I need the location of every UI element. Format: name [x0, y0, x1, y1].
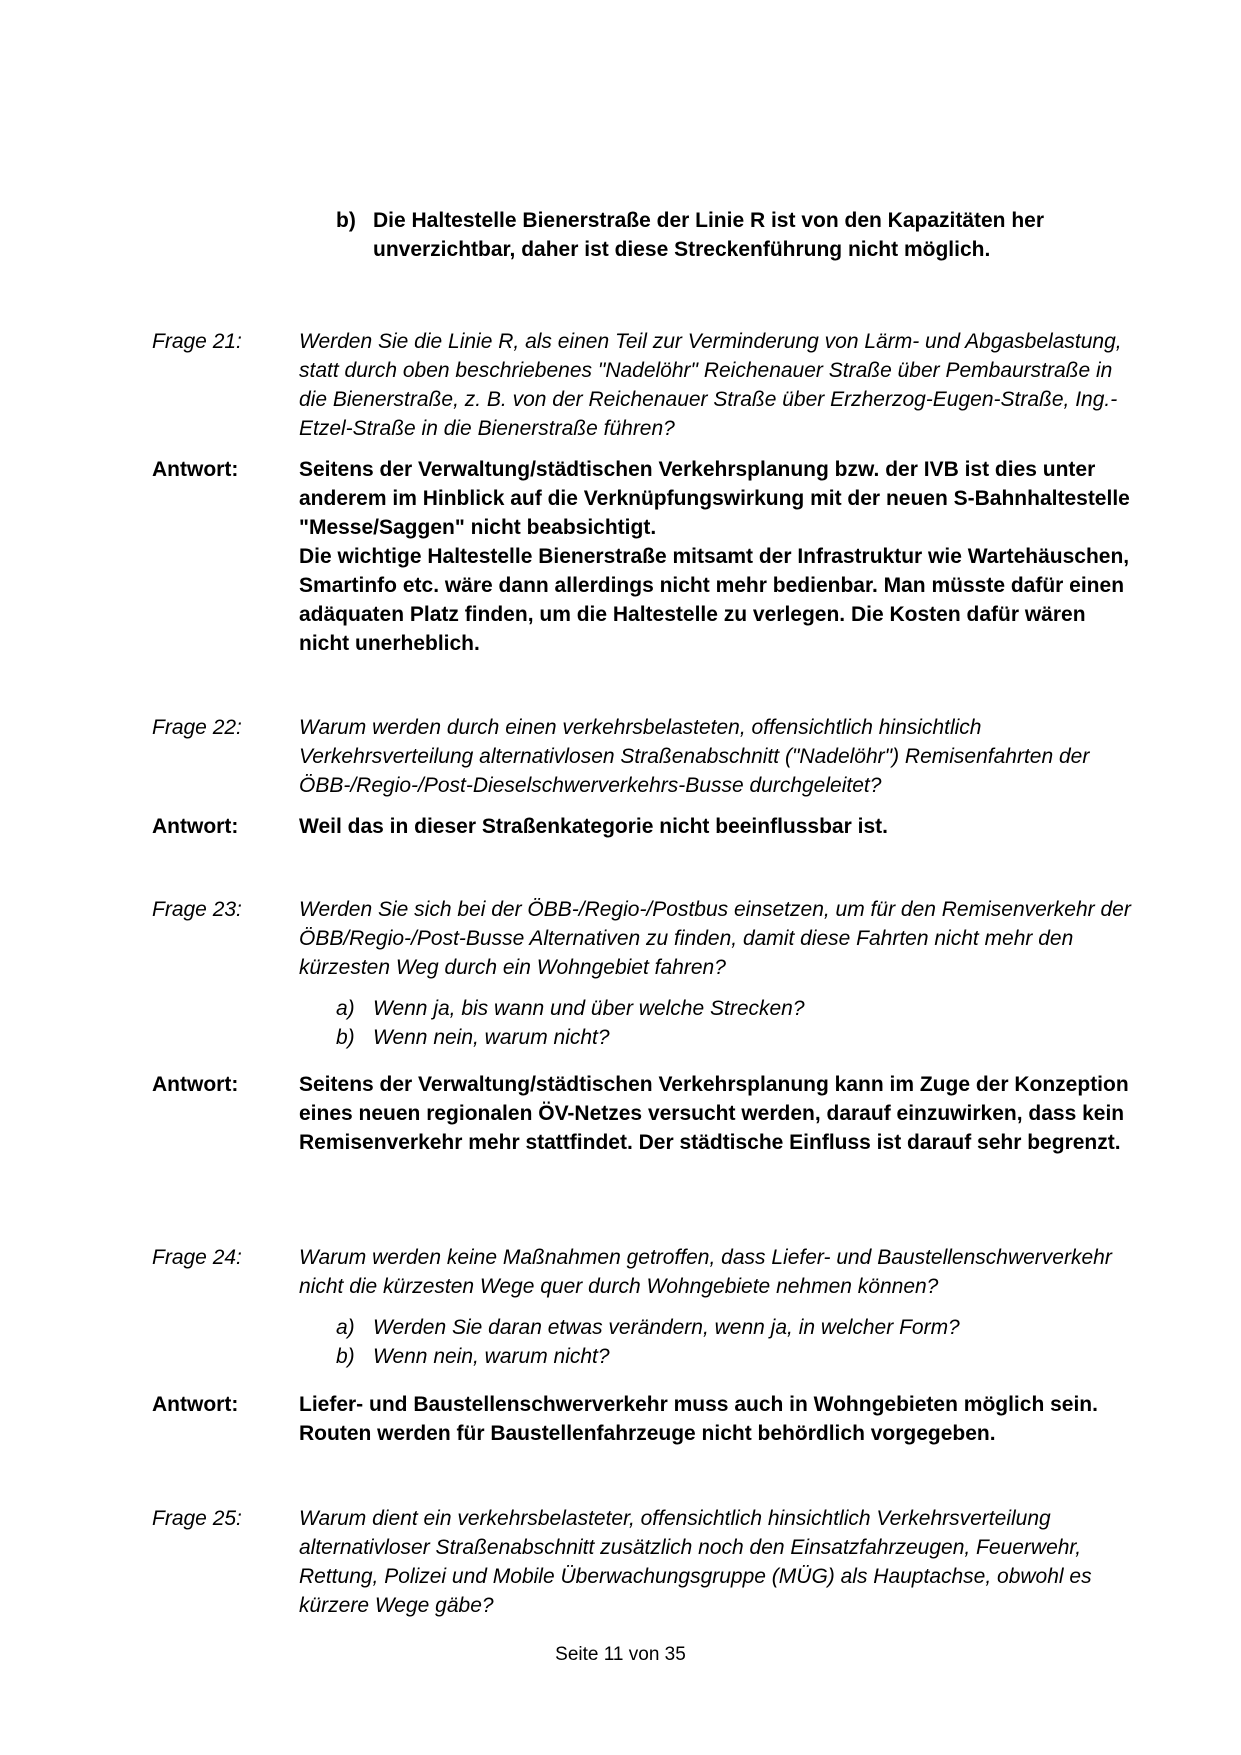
- answer-21-label: Antwort:: [152, 458, 239, 481]
- list-item: b) Wenn nein, warum nicht?: [336, 1345, 610, 1368]
- question-23-label: Frage 23:: [152, 898, 242, 921]
- question-21-text: Werden Sie die Linie R, als einen Teil zur Verminderung von Lärm- und Abgasbelastung, statt durch oben beschriebenes "Nadelöhr" Reichenauer Straße über Pembaurstraße in die Bienerstraße, z. B. von der Reichenauer Straße über Erzherzog-Eugen-Straße, Ing.-Etzel-Straße in die Bienerstraße führen?: [299, 330, 1122, 440]
- answer-23-text: Seitens der Verwaltung/städtischen Verkehrsplanung kann im Zuge der Konzeption eines neuen regionalen ÖV-Netzes versucht werden, darauf einzuwirken, dass kein Remisenverkehr mehr stattfindet. Der städtische Einfluss ist darauf sehr begrenzt.: [299, 1073, 1129, 1154]
- question-22-label: Frage 22:: [152, 716, 242, 739]
- question-23-text: Werden Sie sich bei der ÖBB-/Regio-/Postbus einsetzen, um für den Remisenverkehr der ÖBB/Regio-/Post-Busse Alternativen zu finden, damit diese Fahrten nicht mehr den kürzesten Weg durch ein Wohngebiet fahren?: [299, 898, 1131, 979]
- question-23-subitems: [336, 994, 1132, 1052]
- continuation-item: [336, 206, 1136, 264]
- question-24: [152, 1243, 1132, 1371]
- answer-24: [152, 1390, 1132, 1448]
- question-21: [152, 327, 1132, 443]
- question-21-label: Frage 21:: [152, 330, 242, 353]
- question-25-label: Frage 25:: [152, 1507, 242, 1530]
- answer-21-paragraph-2: Die wichtige Haltestelle Bienerstraße mitsamt der Infrastruktur wie Wartehäuschen, Smartinfo etc. wäre dann allerdings nicht mehr bedienbar. Man müsste dafür einen adäquaten Platz finden, um die Haltestelle zu verlegen. Die Kosten dafür wären nicht unerheblich.: [299, 545, 1130, 655]
- answer-21-paragraph-1: Seitens der Verwaltung/städtischen Verkehrsplanung bzw. der IVB ist dies unter anderem im Hinblick auf die Verknüpfungswirkung mit der neuen S-Bahnhaltestelle "Messe/Saggen" nicht beabsichtigt.: [299, 458, 1130, 539]
- answer-22-label: Antwort:: [152, 815, 239, 838]
- question-24-subitems: [336, 1313, 1132, 1371]
- page-number: Seite 11 von 35: [555, 1644, 686, 1665]
- question-23: [152, 895, 1132, 1052]
- answer-23-label: Antwort:: [152, 1073, 239, 1096]
- answer-22-text: Weil das in dieser Straßenkategorie nicht beeinflussbar ist.: [299, 815, 888, 838]
- list-item: a) Wenn ja, bis wann und über welche Strecken?: [336, 997, 805, 1020]
- answer-23: [152, 1070, 1132, 1157]
- question-22: [152, 713, 1132, 800]
- continuation-letter: b): [336, 209, 356, 232]
- question-24-label: Frage 24:: [152, 1246, 242, 1269]
- question-24-text: Warum werden keine Maßnahmen getroffen, dass Liefer- und Baustellenschwerverkehr nicht die kürzesten Wege quer durch Wohngebiete nehmen können?: [299, 1246, 1112, 1298]
- answer-22: [152, 812, 1132, 841]
- list-item: a) Werden Sie daran etwas verändern, wenn ja, in welcher Form?: [336, 1316, 960, 1339]
- question-25-text: Warum dient ein verkehrsbelasteter, offensichtlich hinsichtlich Verkehrsverteilung alternativloser Straßenabschnitt zusätzlich noch den Einsatzfahrzeugen, Feuerwehr, Rettung, Polizei und Mobile Überwachungsgruppe (MÜG) als Hauptachse, obwohl es kürzere Wege gäbe?: [299, 1507, 1092, 1617]
- answer-21: [152, 455, 1132, 658]
- list-item: b) Wenn nein, warum nicht?: [336, 1026, 610, 1049]
- answer-24-text: Liefer- und Baustellenschwerverkehr muss auch in Wohngebieten möglich sein. Routen werden für Baustellenfahrzeuge nicht behördlich vorgegeben.: [299, 1393, 1098, 1445]
- question-25: [152, 1504, 1132, 1620]
- continuation-text: Die Haltestelle Bienerstraße der Linie R ist von den Kapazitäten her unverzichtbar, daher ist diese Streckenführung nicht möglich.: [373, 209, 1045, 261]
- answer-24-label: Antwort:: [152, 1393, 239, 1416]
- question-22-text: Warum werden durch einen verkehrsbelasteten, offensichtlich hinsichtlich Verkehrsverteilung alternativlosen Straßenabschnitt ("Nadelöhr") Remisenfahrten der ÖBB-/Regio-/Post-Dieselschwerverkehrs-Busse durchgeleitet?: [299, 716, 1090, 797]
